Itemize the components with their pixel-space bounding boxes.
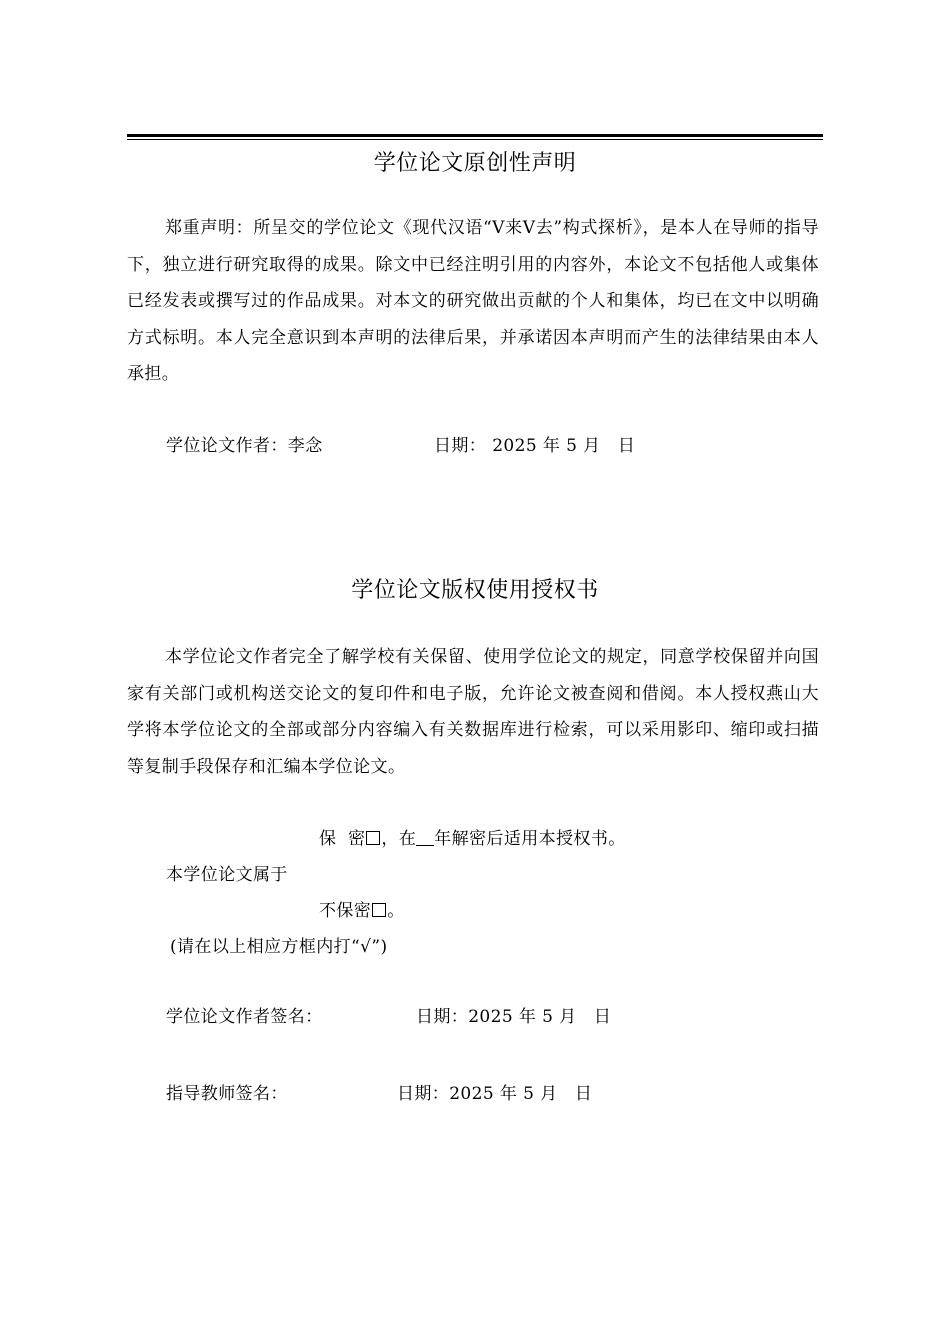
not-secret-suffix-text: 。	[387, 901, 405, 921]
declaration-date-value: 2025 年 5 月 日	[492, 436, 636, 456]
belongs-label: 本学位论文属于	[166, 865, 288, 885]
declaration-date	[434, 431, 635, 456]
declaration-author: 学位论文作者：李念	[166, 436, 323, 456]
secret-middle-text: ，在	[381, 829, 417, 849]
secret-option-line	[319, 824, 626, 849]
top-rule-thick	[127, 134, 823, 137]
authorization-title: 学位论文版权使用授权书	[351, 578, 599, 603]
secret-option-label: 保 密	[319, 829, 366, 849]
secret-suffix-text: 年解密后适用本授权书。	[434, 829, 626, 849]
advisor-signature-label: 指导教师签名：	[166, 1084, 288, 1104]
not-secret-option-line	[319, 896, 405, 921]
not-secret-option-label: 不保密	[319, 901, 372, 921]
declaration-title: 学位论文原创性声明	[373, 151, 577, 176]
authorization-body: 本学位论文作者完全了解学校有关保留、使用学位论文的规定，同意学校保留并向国家有关部门或机构送交论文的复印件和电子版，允许论文被查阅和借阅。本人授权燕山大学将本学位论文的全部或部分内容编入有关数据库进行检索，可以采用影印、缩印或扫描等复制手段保存和汇编本学位论文。	[127, 647, 819, 777]
advisor-signature-date: 日期：2025 年 5 月 日	[397, 1084, 593, 1104]
author-signature-date: 日期：2025 年 5 月 日	[416, 1007, 612, 1027]
top-rule-thin	[127, 139, 823, 140]
decrypt-years-blank[interactable]	[416, 831, 434, 846]
declaration-date-label: 日期：	[434, 436, 487, 456]
not-secret-checkbox[interactable]	[372, 903, 386, 917]
check-instruction: (请在以上相应方框内打“√”)	[170, 937, 388, 957]
declaration-body: 郑重声明：所呈交的学位论文《现代汉语“V来V去”构式探析》，是本人在导师的指导下，独立进行研究取得的成果。除文中已经注明引用的内容外，本论文不包括他人或集体已经发表或撰写过的作品成果。对本文的研究做出贡献的个人和集体，均已在文中以明确方式标明。本人完全意识到本声明的法律后果，并承诺因本声明而产生的法律结果由本人承担。	[127, 218, 819, 384]
author-signature-label: 学位论文作者签名：	[166, 1007, 323, 1027]
secret-checkbox[interactable]	[366, 831, 380, 845]
